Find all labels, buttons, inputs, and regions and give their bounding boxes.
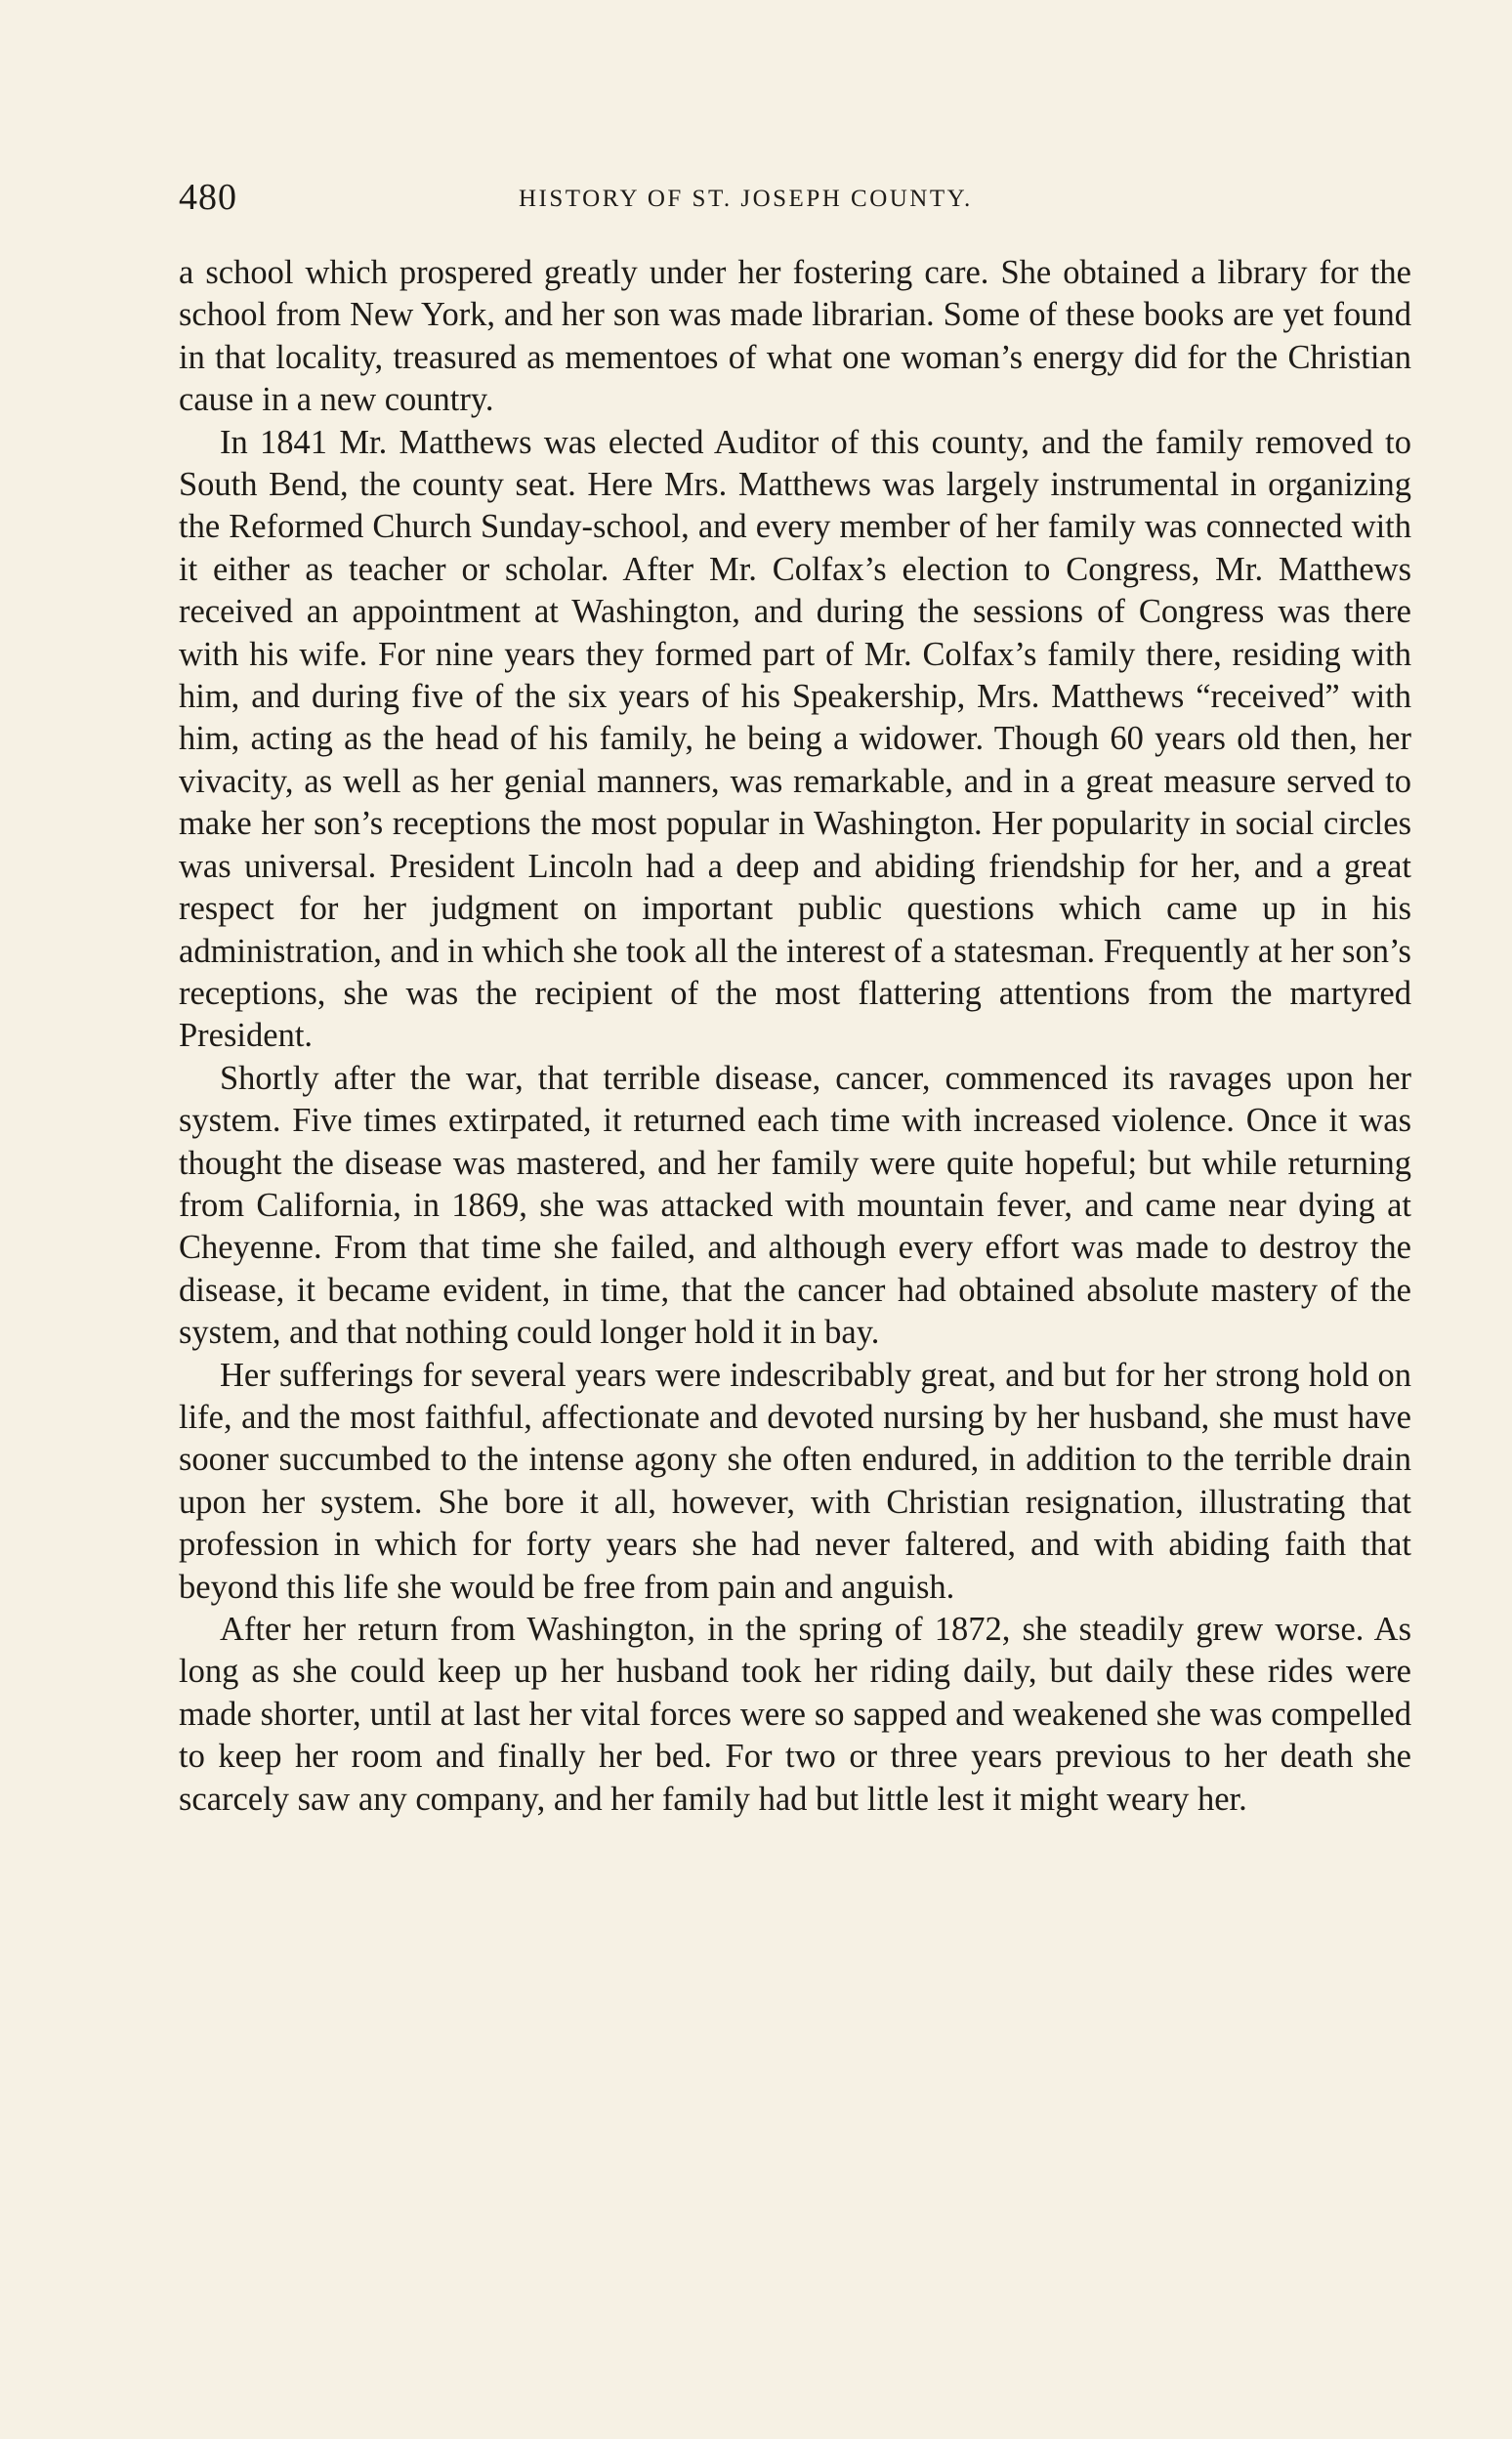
- page-number: 480: [179, 177, 237, 218]
- paragraph-auditor-election: In 1841 Mr. Matthews was elected Auditor of this county, and the family removed to South Bend, the county seat. Here Mrs. Matthews was largely instrumental in organizing the Reformed Church Sunday-school, and every member of her family was connected with it either as teacher or scholar. After Mr. Colfax’s election to Congress, Mr. Matthews received an appointment at Washington, and during the sessions of Congress was there with his wife. For nine years they formed part of Mr. Colfax’s family there, residing with him, and during five of the six years of his Speakership, Mrs. Matthews “received” with him, acting as the head of his family, he being a widower. Though 60 years old then, her vivacity, as well as her genial manners, was remarkable, and in a great measure served to make her son’s receptions the most popular in Washington. Her popularity in social circles was universal. President Lincoln had a deep and abiding friendship for her, and a great respect for her judgment on important public questions which came up in his administration, and in which she took all the interest of a statesman. Frequently at her son’s receptions, she was the recipient of the most flattering attentions from the martyred President.: [179, 423, 1411, 1055]
- paragraph-decline: After her return from Washington, in the spring of 1872, she steadily grew worse. As long as she could keep up her husband took her riding daily, but daily these rides were made shorter, until at last her vital forces were so sapped and weakened she was compelled to keep her room and finally her bed. For two or three years previous to her death she scarcely saw any company, and her family had but little lest it might weary her.: [179, 1611, 1411, 1818]
- running-title: HISTORY OF ST. JOSEPH COUNTY.: [519, 186, 973, 212]
- paragraph-continued: a school which prospered greatly under her fostering care. She obtained a library for the school from New York, and her son was made librarian. Some of these books are yet found in that locality, treasured as mementoes of what one woman’s energy did for the Christian cause in a new country.: [179, 254, 1411, 419]
- paragraph-sufferings: Her sufferings for several years were indescribably great, and but for her strong hold on life, and the most faithful, affectionate and devoted nursing by her husband, she must have sooner succumbed to the intense agony she often endured, in addition to the terrible drain upon her system. She bore it all, however, with Christian resignation, illustrating that profession in which for forty years she had never faltered, and with abiding faith that beyond this life she would be free from pain and anguish.: [179, 1356, 1411, 1606]
- running-head: [179, 176, 1400, 223]
- body-text: [179, 252, 1411, 1821]
- paragraph-illness: Shortly after the war, that terrible disease, cancer, commenced its ravages upon her system. Five times extirpated, it returned each time with increased violence. Once it was thought the disease was mastered, and her family were quite hopeful; but while returning from California, in 1869, she was attacked with mountain fever, and came near dying at Cheyenne. From that time she failed, and although every effort was made to destroy the disease, it became evident, in time, that the cancer had obtained absolute mastery of the system, and that nothing could longer hold it in bay.: [179, 1059, 1411, 1352]
